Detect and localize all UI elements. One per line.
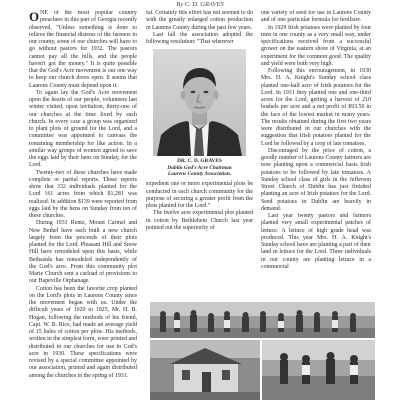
paragraph: Cotton has been the favorite crop planted on the Lord's plots in Laurens County since the movement began with us. Under the difficult years of 1920 to 1925, Mr. H. B. Hogan, following the methods of his friend, Capt. W. B. Rice, had made an average yield of 15 bales of cotton per plow. His methods, written in the simplest form, were printed and distributed in our churches for use in God's acre in 1930. These specifications were revised by a special committee appointed by our association, printed and again distributed among the churches in the spring of 1931.	[29, 285, 137, 379]
text-column-1	[29, 10, 137, 400]
drop-cap: O	[29, 10, 40, 24]
caption-organization: Laurens County Association.	[167, 171, 232, 178]
photo-caption	[146, 158, 253, 177]
paragraph-text: NE of the most popular country preachers in this part of Georgia recently observed, "Unless something is done to relieve the financial distress of the farmers in our county, some of our churches will have to go without pastors for 1932. The pastors cannot pay all the bills, and the people haven't got the money." It is quite possible that the God's Acre movement is our one way to keep our church doors open. It seems that Laurens County must depend upon it.	[29, 10, 137, 89]
paragraph: Twenty-two of these churches have made complete or partial reports. These reports show that 332 individuals planted for the Lord 161 acres from which $1,281 was realized. In addition $139 were reported from eggs laid by the hens on Sunday from ten of these churches.	[29, 169, 137, 219]
group-photos	[150, 302, 375, 400]
paragraph: In 1929 Irish potatoes were planted by four men in one county as a very small way, under specifications received from a successful grower on the eastern shore of Virginia, at an experiment for the common good. The quality and yield were both very high.	[261, 24, 371, 67]
paragraph: Last fall the association adopted the following resolution: "That wherever	[146, 31, 253, 45]
paragraph: Following this encouragement, in 1930 Mrs. H. A. Knight's Sunday school class planted one-half acre of Irish potatoes for the Lord. In 1931 they planted one and one-third acres for the Lord, getting a harvest of 210 bushels per acre and a net profit of $93.50 in the face of the lowest market in many years. The results obtained during the first two years were distributed in our churches with the suggestion that Irish potatoes planted for the Lord be followed by a crop of late tomatoes.	[261, 68, 371, 147]
paragraph: During 1931 Rentz, Mount Carmel and New Bethel have each built a new church largely from the proceeds of their plots planted for the Lord. Pleasant Hill and Snow Hill have remodeled upon this basis, while Bethsaida has remodeled independently of the God's acre. From this community plot Marie Church sent a carload of provisions to our Hapeville Orphanage.	[29, 220, 137, 285]
paragraph: one variety of seed for use in Laurens County and of one particular formula for fertilizer.	[261, 10, 371, 24]
byline: By C. D. GRAVES	[176, 1, 224, 8]
paragraph: Discouraged by the price of cotton, a goodly number of Laurens County farmers are now planting upon a commercial basis Irish potatoes to be followed by late tomatoes. A Sunday school class of girls in the Jefferson Street Church of Dublin has just finished planting an acre of Irish potatoes for the Lord. Seed potatoes in Dublin are heavily in demand.	[261, 147, 371, 212]
paragraph: fal. Certainly this effort has not seemed to do with the greatly enlarged cotton production in Laurens County during the past few years.	[146, 10, 253, 31]
paragraph: To again lay the God's Acre movement upon the hearts of our people, volunteers last winter visited, upon invitation, thirty-one of our churches at the time fixed by each church. In every case a group was organized to plant plots of ground for the Lord, and a committee was appointed to canvass the remaining membership for like action. In a similar way groups of women agreed to save the eggs laid by their hens on Sunday, for the Lord.	[29, 89, 137, 169]
paragraph: Last year twenty pastors and farmers planted very small experimental patches of lettuce. A lettuce of high grade head was produced. This year Mrs. H. A. Knight's Sunday school have are planting a part of their land in lettuce for the Lord. Three individuals in our county are planting lettuce in a commercial	[261, 213, 371, 270]
paragraph: The twelve acre experimental plot planted in cotton by Bethlehem Church last year pointed out the superiority of	[146, 210, 253, 231]
caption-name: DR. C. D. GRAVES	[177, 158, 222, 165]
paragraph: expedient one or more experimental plots be conducted in each church community for the purpose of securing a greater profit from the plots planted for the Lord."	[146, 181, 253, 210]
portrait-photo	[153, 49, 246, 156]
paragraph	[29, 10, 137, 90]
caption-role: Dublin God's Acre Chairman	[167, 164, 232, 171]
